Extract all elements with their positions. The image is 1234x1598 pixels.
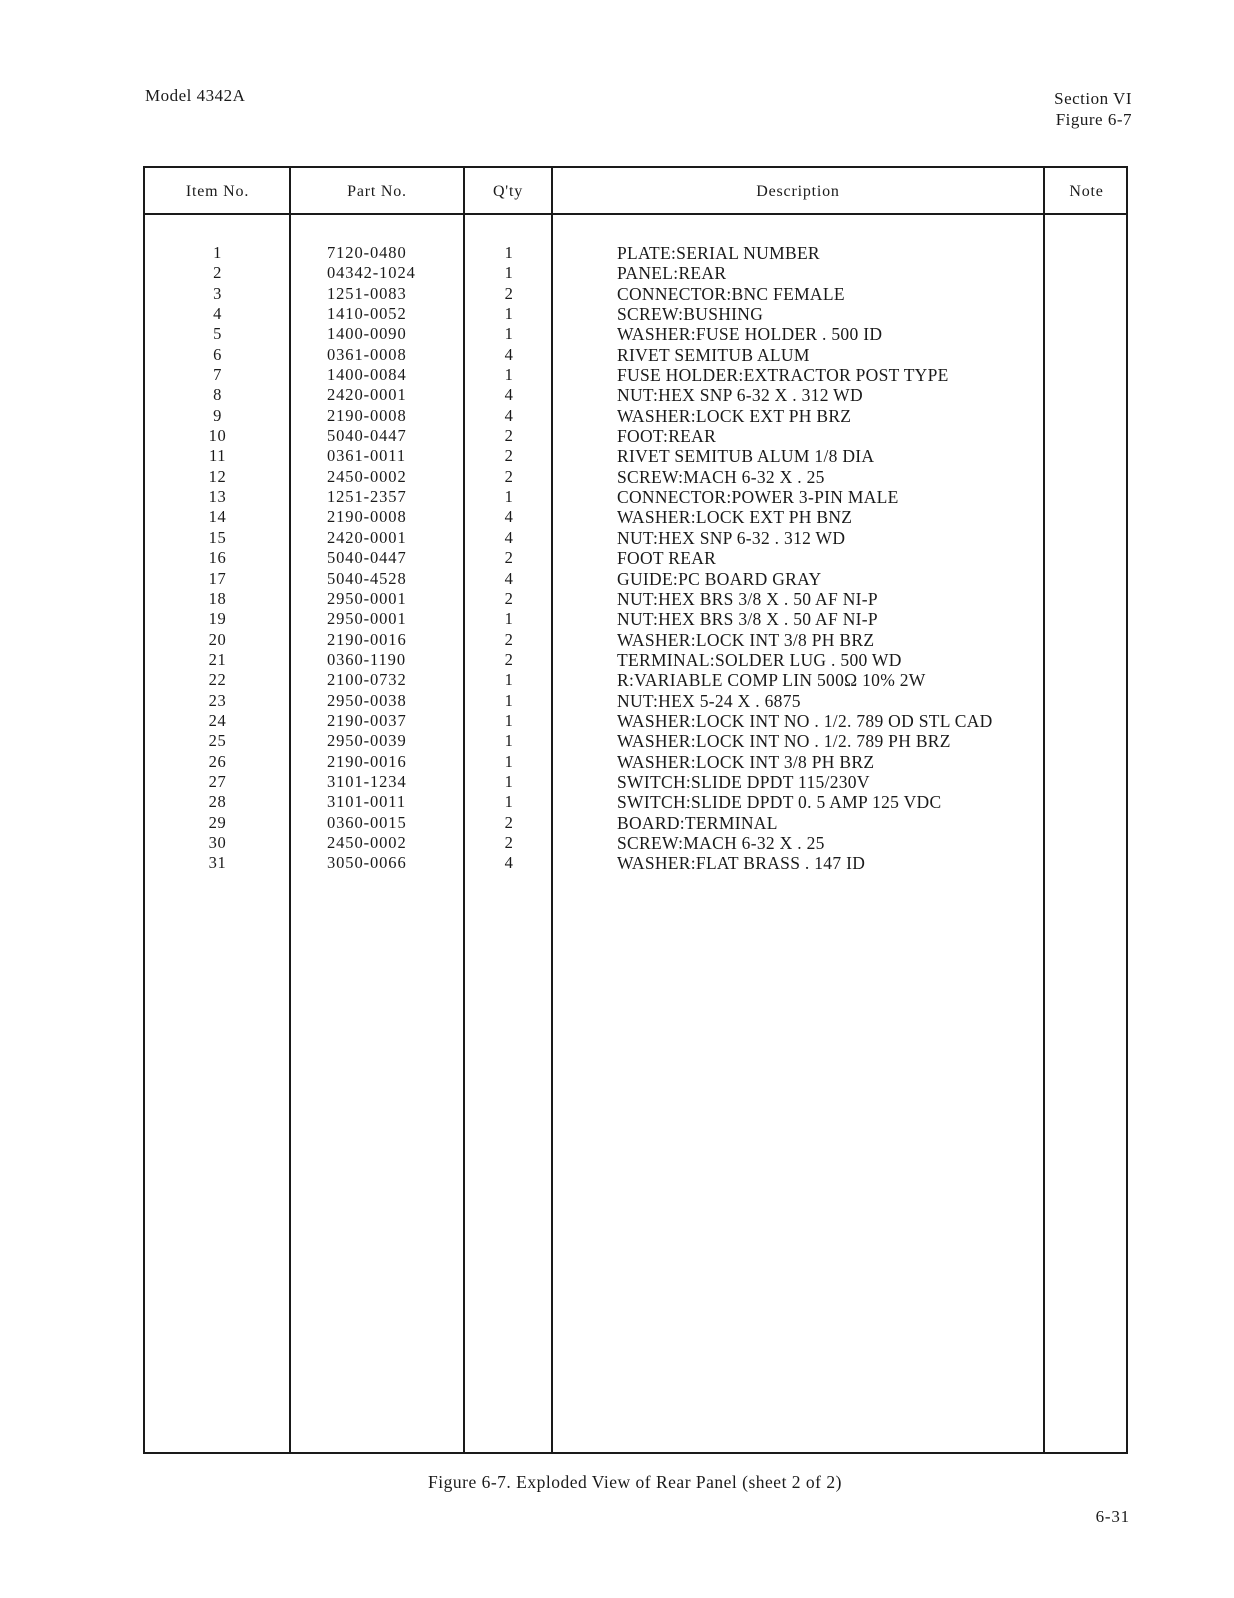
figure-caption: Figure 6-7. Exploded View of Rear Panel (sheet 2 of 2) [428,1472,842,1492]
qty-cell: 4 [504,507,514,527]
qty-cell: 1 [504,670,514,690]
description-cell: WASHER:FLAT BRASS . 147 ID [617,853,866,874]
description-cell: CONNECTOR:BNC FEMALE [617,283,845,304]
qty-cell: 1 [504,304,514,324]
qty-cell: 1 [504,243,514,262]
part-no-cell: 1400-0084 [327,365,407,385]
part-no-cell: 2420-0001 [327,385,407,405]
description-cell: RIVET SEMITUB ALUM 1/8 DIA [617,446,875,467]
part-no-cell: 2450-0002 [327,832,407,852]
item-no-cell: 15 [208,527,227,547]
header-description: Description [756,183,840,200]
qty-cell: 4 [504,853,514,873]
item-no-cell: 29 [208,812,227,832]
qty-cell: 1 [504,710,514,730]
description-cell: FOOT:REAR [617,426,717,447]
item-no-cell: 13 [208,487,227,507]
qty-cell: 1 [504,263,514,283]
description-cell: R:VARIABLE COMP LIN 500Ω 10% 2W [617,670,926,691]
description-cell: FUSE HOLDER:EXTRACTOR POST TYPE [617,365,949,386]
header-item-no: Item No. [185,183,250,200]
part-no-cell: 0361-0008 [327,344,407,364]
qty-cell: 1 [504,324,514,344]
description-cell: WASHER:LOCK INT NO . 1/2. 789 OD STL CAD [617,710,993,731]
item-no-cell: 18 [208,588,227,608]
part-no-cell: 1400-0090 [327,324,407,344]
item-no-cell: 1 [213,243,222,262]
section-label: Section VI [1054,89,1132,108]
item-no-cell: 6 [213,344,222,364]
part-no-cell: 0361-0011 [327,446,406,466]
item-no-cell: 24 [208,710,227,730]
qty-column [465,243,553,874]
description-cell: SWITCH:SLIDE DPDT 0. 5 AMP 125 VDC [617,792,942,813]
header-note: Note [1069,183,1104,200]
description-cell: WASHER:LOCK INT 3/8 PH BRZ [617,629,875,650]
model-label: Model 4342A [145,86,246,105]
parts-table [143,166,1128,1454]
part-no-cell: 2950-0001 [327,588,407,608]
part-no-cell: 2190-0008 [327,507,407,527]
part-no-cell: 2950-0039 [327,731,407,751]
item-no-cell: 17 [208,568,227,588]
description-cell: FOOT REAR [617,548,717,569]
description-cell: SWITCH:SLIDE DPDT 115/230V [617,771,870,792]
qty-cell: 2 [504,588,514,608]
item-no-cell: 11 [208,446,227,466]
item-no-cell: 12 [208,466,227,486]
item-no-cell: 27 [208,771,227,791]
description-cell: WASHER:LOCK EXT PH BNZ [617,507,853,528]
item-no-cell: 22 [208,670,227,690]
header-part-no: Part No. [347,183,407,200]
item-no-cell: 31 [208,853,227,873]
description-cell: CONNECTOR:POWER 3-PIN MALE [617,487,899,508]
part-no-cell: 2450-0002 [327,466,407,486]
qty-cell: 2 [504,426,514,446]
part-no-cell: 3101-1234 [327,771,407,791]
description-column [617,243,1097,874]
part-no-cell: 3050-0066 [327,853,407,873]
item-no-cell: 9 [213,405,222,425]
part-no-cell: 5040-4528 [327,568,407,588]
part-no-cell: 1251-2357 [327,487,407,507]
item-no-cell: 16 [208,548,227,568]
item-no-column [145,243,290,874]
item-no-cell: 10 [208,426,227,446]
header-rule [145,213,1126,215]
qty-cell: 1 [504,771,514,791]
description-cell: NUT:HEX BRS 3/8 X . 50 AF NI-P [617,609,878,630]
description-cell: NUT:HEX SNP 6-32 X . 312 WD [617,385,863,406]
qty-cell: 1 [504,365,514,385]
qty-cell: 2 [504,548,514,568]
qty-cell: 4 [504,405,514,425]
description-cell: NUT:HEX SNP 6-32 . 312 WD [617,527,846,548]
part-no-column [327,243,477,874]
qty-cell: 2 [504,446,514,466]
item-no-cell: 7 [213,365,222,385]
qty-cell: 2 [504,649,514,669]
description-cell: RIVET SEMITUB ALUM [617,344,810,365]
qty-cell: 2 [504,283,514,303]
description-cell: WASHER:FUSE HOLDER . 500 ID [617,324,883,345]
item-no-cell: 5 [213,324,222,344]
item-no-cell: 4 [213,304,222,324]
item-no-cell: 2 [213,263,222,283]
page-number: 6-31 [1095,1507,1130,1526]
item-no-cell: 8 [213,385,222,405]
qty-cell: 4 [504,527,514,547]
qty-cell: 2 [504,629,514,649]
part-no-cell: 2190-0008 [327,405,407,425]
item-no-cell: 20 [208,629,227,649]
description-cell: SCREW:BUSHING [617,304,764,325]
qty-cell: 1 [504,731,514,751]
qty-cell: 4 [504,344,514,364]
description-cell: WASHER:LOCK INT 3/8 PH BRZ [617,751,875,772]
item-no-cell: 3 [213,283,222,303]
qty-cell: 1 [504,690,514,710]
part-no-cell: 0360-0015 [327,812,407,832]
part-no-cell: 1410-0052 [327,304,407,324]
part-no-cell: 2190-0016 [327,751,407,771]
qty-cell: 1 [504,792,514,812]
part-no-cell: 2100-0732 [327,670,407,690]
description-cell: NUT:HEX BRS 3/8 X . 50 AF NI-P [617,588,878,609]
description-cell: SCREW:MACH 6-32 X . 25 [617,466,825,487]
qty-cell: 1 [504,609,514,629]
header-qty: Q'ty [492,183,524,200]
qty-cell: 2 [504,812,514,832]
description-cell: PANEL:REAR [617,263,727,284]
part-no-cell: 2190-0016 [327,629,407,649]
qty-cell: 4 [504,385,514,405]
part-no-cell: 0360-1190 [327,649,406,669]
qty-cell: 2 [504,466,514,486]
qty-cell: 4 [504,568,514,588]
part-no-cell: 1251-0083 [327,283,407,303]
part-no-cell: 7120-0480 [327,243,407,262]
item-no-cell: 26 [208,751,227,771]
part-no-cell: 5040-0447 [327,426,407,446]
part-no-cell: 3101-0011 [327,792,406,812]
description-cell: TERMINAL:SOLDER LUG . 500 WD [617,649,902,670]
part-no-cell: 5040-0447 [327,548,407,568]
part-no-cell: 2950-0038 [327,690,407,710]
description-cell: SCREW:MACH 6-32 X . 25 [617,832,825,853]
part-no-cell: 2950-0001 [327,609,407,629]
description-cell: PLATE:SERIAL NUMBER [617,243,820,263]
qty-cell: 2 [504,832,514,852]
figure-reference: Figure 6-7 [1055,110,1132,129]
qty-cell: 1 [504,751,514,771]
description-cell: NUT:HEX 5-24 X . 6875 [617,690,801,711]
item-no-cell: 30 [208,832,227,852]
description-cell: WASHER:LOCK INT NO . 1/2. 789 PH BRZ [617,731,951,752]
item-no-cell: 21 [208,649,227,669]
item-no-cell: 23 [208,690,227,710]
description-cell: WASHER:LOCK EXT PH BRZ [617,405,852,426]
description-cell: GUIDE:PC BOARD GRAY [617,568,822,589]
item-no-cell: 14 [208,507,227,527]
item-no-cell: 25 [208,731,227,751]
description-cell: BOARD:TERMINAL [617,812,778,833]
part-no-cell: 04342-1024 [327,263,416,283]
item-no-cell: 28 [208,792,227,812]
item-no-cell: 19 [208,609,227,629]
part-no-cell: 2190-0037 [327,710,407,730]
qty-cell: 1 [504,487,514,507]
part-no-cell: 2420-0001 [327,527,407,547]
